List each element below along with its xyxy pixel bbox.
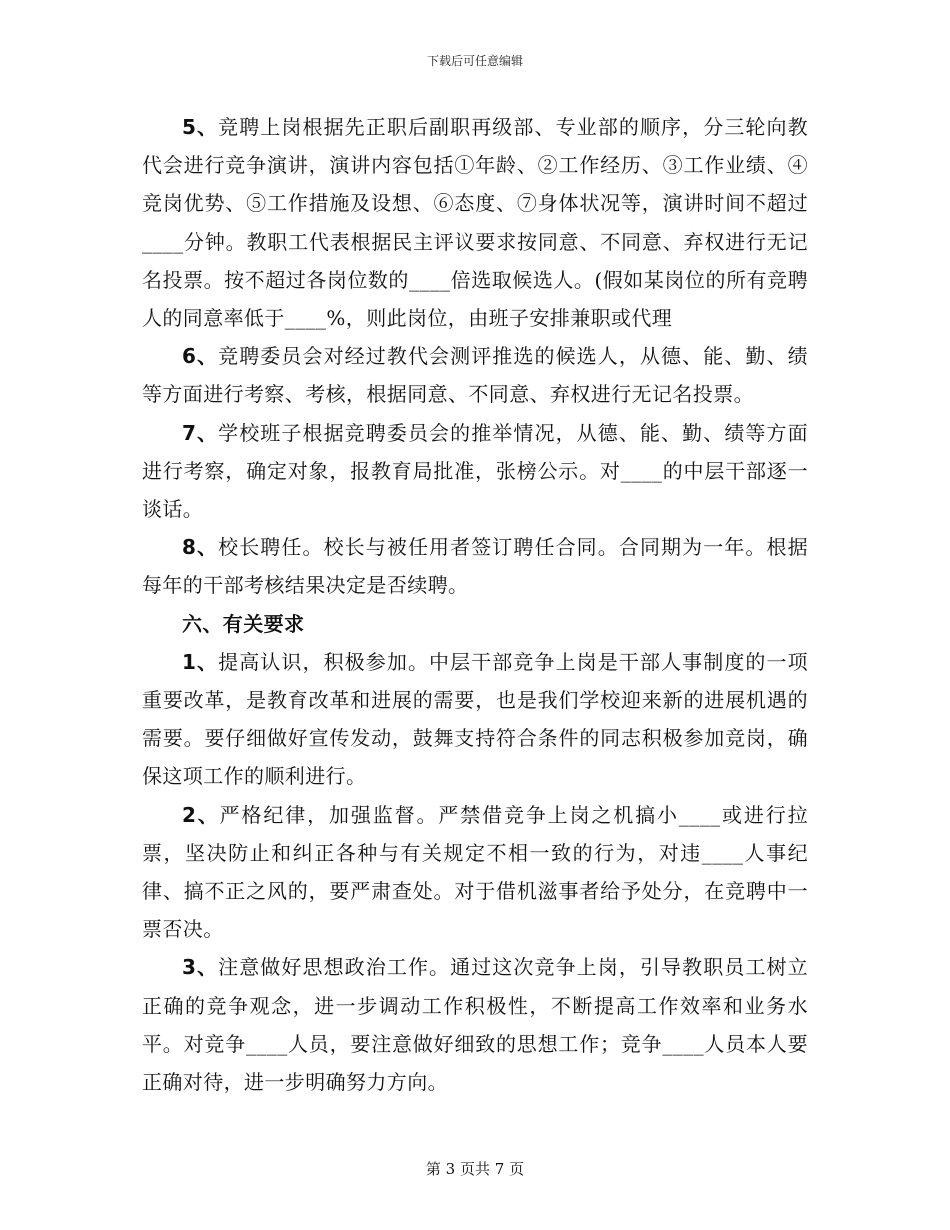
page-footer: 第 3 页共 7 页: [425, 1160, 525, 1178]
paragraph-item-6: [142, 337, 808, 413]
paragraph-item-7: [142, 414, 808, 529]
item-number: 6、: [182, 344, 219, 369]
item-number: 8、: [182, 535, 219, 560]
item-number: 7、: [182, 420, 219, 445]
item-number: 5、: [182, 115, 219, 139]
item-number: 2、: [182, 802, 220, 827]
requirement-item-1: [142, 643, 808, 796]
document-body: [142, 108, 808, 1101]
item-text: 学校班子根据竞聘委员会的推举情况，从德、能、勤、绩等方面进行考察，确定对象，报教育局批准，张榜公示。对____的中层干部逐一谈话。: [142, 420, 809, 522]
requirement-item-2: [142, 796, 808, 949]
item-number: 3、: [182, 955, 219, 980]
paragraph-item-5: [142, 108, 808, 337]
section-heading: 六、有关要求: [182, 611, 305, 636]
item-text: 校长聘任。校长与被任用者签订聘任合同。合同期为一年。根据每年的干部考核结果决定是否续聘。: [142, 535, 809, 598]
item-text: 严格纪律，加强监督。严禁借竞争上岗之机搞小____或进行拉票，坚决防止和纠正各种与有关规定不相一致的行为，对违____人事纪律、搞不正之风的，要严肃查处。对于借机滋事者给予处分，在竞聘中一票否决。: [142, 802, 808, 942]
item-text: 提高认识，积极参加。中层干部竞争上岗是干部人事制度的一项重要改革，是教育改革和进展的需要，也是我们学校迎来新的进展机遇的需要。要仔细做好宣传发动，鼓舞支持符合条件的同志积极参加竞岗，确保这项工作的顺利进行。: [142, 649, 809, 789]
item-number: 1、: [182, 649, 219, 674]
page-header: 下载后可任意编辑: [426, 54, 523, 68]
paragraph-item-8: [142, 528, 808, 604]
item-text: 注意做好思想政治工作。通过这次竞争上岗，引导教职员工树立正确的竞争观念，进一步调动工作积极性，不断提高工作效率和业务水平。对竞争____人员，要注意做好细致的思想工作；竞争____人员本人要正确对待，进一步明确努力方向。: [142, 955, 809, 1095]
item-text: 竞聘委员会对经过教代会测评推选的候选人，从德、能、勤、绩等方面进行考察、考核，根据同意、不同意、弃权进行无记名投票。: [142, 344, 809, 407]
item-text: 竞聘上岗根据先正职后副职再级部、专业部的顺序，分三轮向教代会进行竞争演讲，演讲内容包括①年龄、②工作经历、③工作业绩、④竞岗优势、⑤工作措施及设想、⑥态度、⑦身体状况等，演讲时间不超过____分钟。教职工代表根据民主评议要求按同意、不同意、弃权进行无记名投票。按不超过各岗位数的____倍选取候选人。(假如某岗位的所有竞聘人的同意率低于____%，则此岗位，由班子安排兼职或代理: [142, 115, 809, 331]
requirement-item-3: [142, 948, 808, 1101]
